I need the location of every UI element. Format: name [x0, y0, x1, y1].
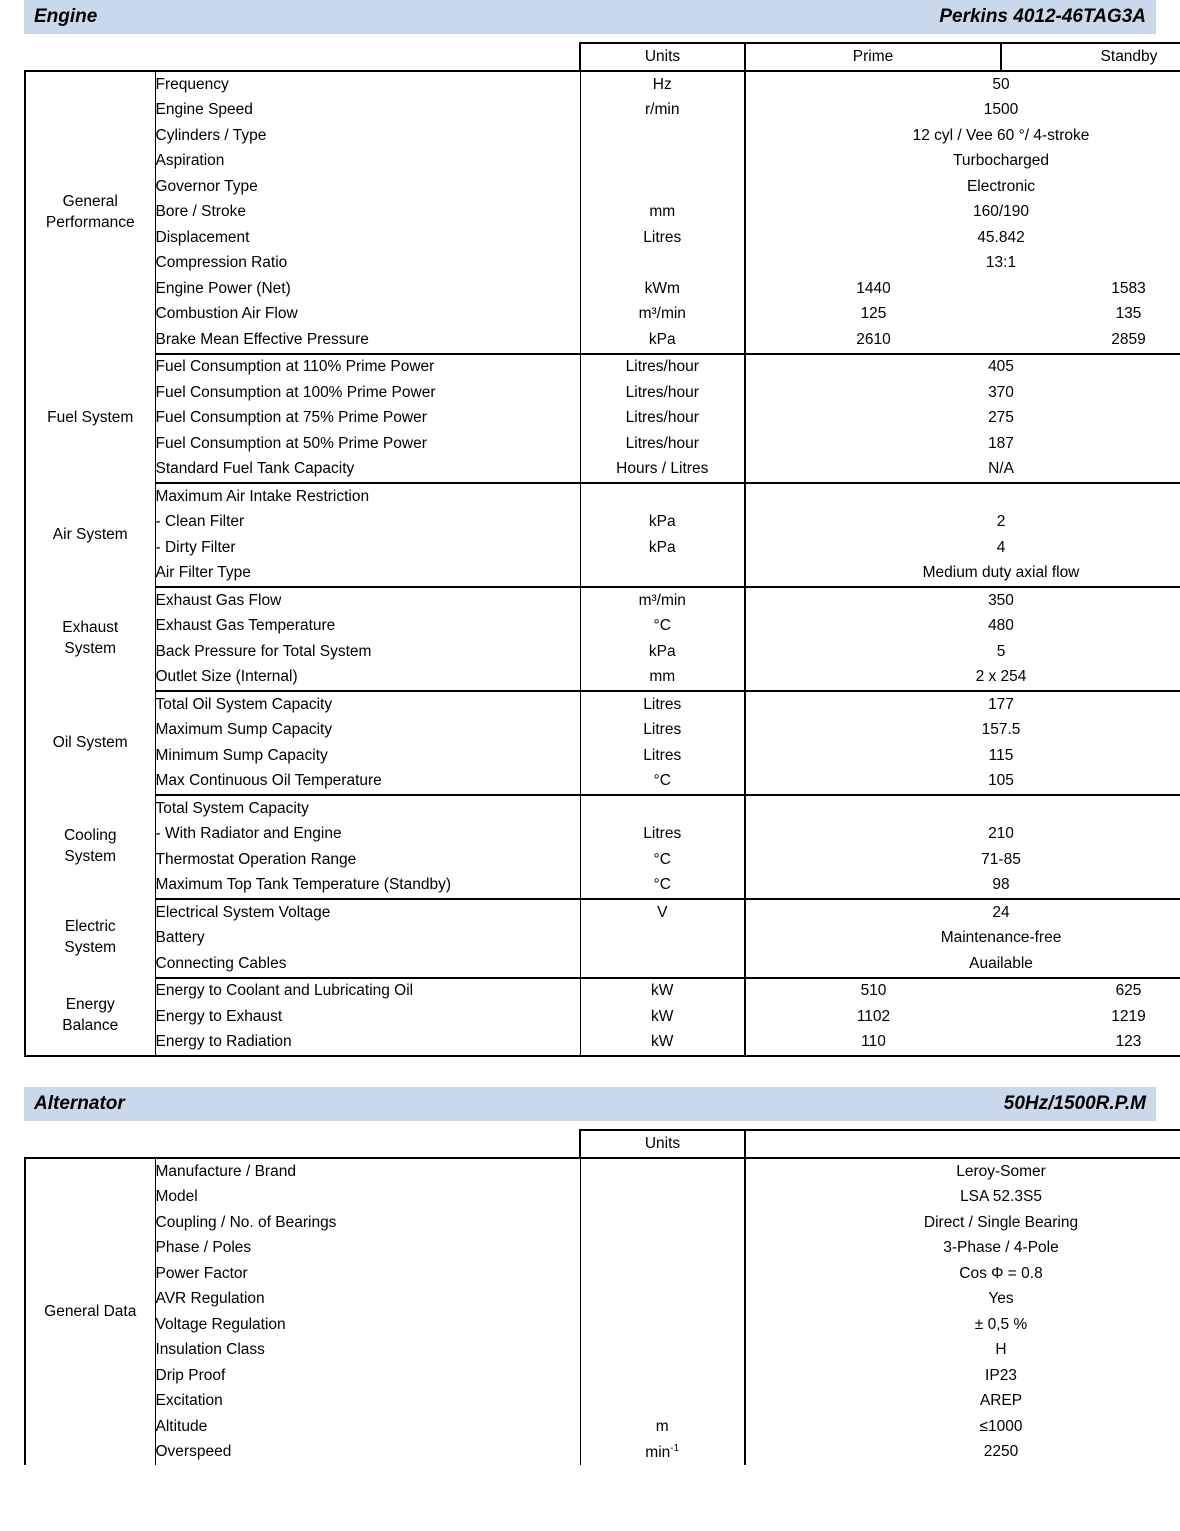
row-units: Litres	[580, 718, 745, 744]
table-row	[25, 691, 1180, 718]
engine-table-header-row	[25, 43, 1180, 71]
row-value-combined: 2	[745, 510, 1180, 536]
row-label: Manufacture / Brand	[155, 1158, 580, 1185]
row-label: Connecting Cables	[155, 951, 580, 978]
table-row	[25, 951, 1180, 978]
row-units: Litres/hour	[580, 380, 745, 406]
table-row	[25, 302, 1180, 328]
row-group-label: Oil System	[25, 691, 155, 795]
table-row	[25, 200, 1180, 226]
row-label: - Clean Filter	[155, 510, 580, 536]
row-label: Bore / Stroke	[155, 200, 580, 226]
row-value-combined: Maintenance-free	[745, 926, 1180, 952]
table-row	[25, 1389, 1180, 1415]
row-label: - Dirty Filter	[155, 535, 580, 561]
table-row	[25, 926, 1180, 952]
row-units: kWm	[580, 276, 745, 302]
table-row	[25, 1185, 1180, 1211]
row-label: Cylinders / Type	[155, 123, 580, 149]
row-label: Brake Mean Effective Pressure	[155, 327, 580, 354]
row-units: mm	[580, 200, 745, 226]
row-label: Altitude	[155, 1414, 580, 1440]
row-label: Fuel Consumption at 75% Prime Power	[155, 406, 580, 432]
table-row	[25, 406, 1180, 432]
header-blank-group	[25, 43, 155, 71]
row-value-combined: Auailable	[745, 951, 1180, 978]
table-row	[25, 1414, 1180, 1440]
row-units: °C	[580, 614, 745, 640]
header-blank-label	[155, 1130, 580, 1158]
table-row	[25, 174, 1180, 200]
row-value-combined: 98	[745, 873, 1180, 900]
table-row	[25, 1287, 1180, 1313]
row-label: Exhaust Gas Temperature	[155, 614, 580, 640]
row-label: Total System Capacity	[155, 795, 580, 822]
column-header-standby: Standby	[1001, 43, 1180, 71]
row-units: °C	[580, 769, 745, 796]
table-row	[25, 743, 1180, 769]
row-units	[580, 123, 745, 149]
row-value-prime: 510	[860, 982, 887, 1000]
alternator-table-header-row	[25, 1130, 1180, 1158]
table-row	[25, 123, 1180, 149]
row-units	[580, 1210, 745, 1236]
row-value-combined: 4	[745, 535, 1180, 561]
row-value-combined: 12 cyl / Vee 60 °/ 4-stroke	[745, 123, 1180, 149]
row-label: Aspiration	[155, 149, 580, 175]
row-units: Litres	[580, 691, 745, 718]
row-value-standby: 2859	[1001, 327, 1180, 354]
row-units: kPa	[580, 327, 745, 354]
row-value-combined: 480	[745, 614, 1180, 640]
row-label: Maximum Top Tank Temperature (Standby)	[155, 873, 580, 900]
row-value: Leroy-Somer	[745, 1158, 1180, 1185]
row-value-combined: 370	[745, 380, 1180, 406]
row-label: Energy to Coolant and Lubricating Oil	[155, 978, 580, 1005]
table-row	[25, 431, 1180, 457]
row-label: Fuel Consumption at 110% Prime Power	[155, 354, 580, 381]
row-label: Compression Ratio	[155, 251, 580, 277]
row-units: mm	[580, 665, 745, 692]
row-value-standby: 1219	[1001, 1004, 1180, 1030]
table-row	[25, 276, 1180, 302]
row-label: Displacement	[155, 225, 580, 251]
table-row	[25, 483, 1180, 510]
row-group-label: General Performance	[25, 71, 155, 354]
table-row	[25, 614, 1180, 640]
row-value: AREP	[745, 1389, 1180, 1415]
row-value-combined: Turbocharged	[745, 149, 1180, 175]
row-label: Governor Type	[155, 174, 580, 200]
row-label: Total Oil System Capacity	[155, 691, 580, 718]
row-value: 2250	[745, 1440, 1180, 1466]
row-label: Overspeed	[155, 1440, 580, 1466]
table-row	[25, 1261, 1180, 1287]
row-units: m³/min	[580, 587, 745, 614]
row-units	[580, 561, 745, 588]
row-value-standby: 135	[1001, 302, 1180, 328]
column-header-units: Units	[580, 1130, 745, 1158]
row-label: Energy to Radiation	[155, 1030, 580, 1057]
row-value-standby: 123	[1001, 1030, 1180, 1057]
row-value: ≤1000	[745, 1414, 1180, 1440]
table-row	[25, 225, 1180, 251]
row-value-combined	[745, 483, 1180, 510]
row-group-label: Air System	[25, 483, 155, 587]
row-group-label: Cooling System	[25, 795, 155, 899]
row-units: °C	[580, 847, 745, 873]
row-value-combined: N/A	[745, 457, 1180, 484]
row-value-combined: 24	[745, 899, 1180, 926]
column-header-value	[745, 1130, 1180, 1158]
row-units	[580, 483, 745, 510]
row-label: Voltage Regulation	[155, 1312, 580, 1338]
row-group-label: General Data	[25, 1158, 155, 1465]
row-value: IP23	[745, 1363, 1180, 1389]
row-units: Litres	[580, 822, 745, 848]
column-header-prime: Prime	[745, 43, 1001, 71]
row-value-combined: 45.842	[745, 225, 1180, 251]
row-value-prime: 1102	[856, 1007, 891, 1025]
row-value-combined: 13:1	[745, 251, 1180, 277]
row-value-combined: 71-85	[745, 847, 1180, 873]
row-label: Electrical System Voltage	[155, 899, 580, 926]
row-units	[580, 795, 745, 822]
row-value-prime: 125	[860, 305, 887, 323]
row-value-combined: 157.5	[745, 718, 1180, 744]
table-row	[25, 665, 1180, 692]
row-label: Outlet Size (Internal)	[155, 665, 580, 692]
table-row	[25, 822, 1180, 848]
row-label: Drip Proof	[155, 1363, 580, 1389]
row-label: Standard Fuel Tank Capacity	[155, 457, 580, 484]
row-units: Litres/hour	[580, 354, 745, 381]
row-units: kW	[580, 1004, 745, 1030]
table-row	[25, 978, 1180, 1005]
row-label: Air Filter Type	[155, 561, 580, 588]
row-units: m	[580, 1414, 745, 1440]
row-units	[580, 1287, 745, 1313]
table-row	[25, 510, 1180, 536]
table-row	[25, 1440, 1180, 1466]
table-row	[25, 873, 1180, 900]
table-row	[25, 380, 1180, 406]
row-units: Litres/hour	[580, 431, 745, 457]
row-label: Fuel Consumption at 50% Prime Power	[155, 431, 580, 457]
row-value-combined: 350	[745, 587, 1180, 614]
row-value-combined: 2 x 254	[745, 665, 1180, 692]
table-row	[25, 899, 1180, 926]
table-row	[25, 1236, 1180, 1262]
table-row	[25, 847, 1180, 873]
engine-model-label: Perkins 4012-46TAG3A	[939, 6, 1146, 27]
row-group-label: Electric System	[25, 899, 155, 978]
row-label: Combustion Air Flow	[155, 302, 580, 328]
row-label: Excitation	[155, 1389, 580, 1415]
table-row	[25, 1312, 1180, 1338]
row-units	[580, 1338, 745, 1364]
table-row	[25, 1030, 1180, 1057]
row-units: Litres	[580, 225, 745, 251]
row-label: Maximum Sump Capacity	[155, 718, 580, 744]
table-row	[25, 1338, 1180, 1364]
column-header-units: Units	[580, 43, 745, 71]
header-blank-label	[155, 43, 580, 71]
engine-section-header	[24, 0, 1156, 34]
alternator-section-title: Alternator	[34, 1093, 125, 1114]
row-units: kPa	[580, 639, 745, 665]
row-label: Phase / Poles	[155, 1236, 580, 1262]
table-row	[25, 718, 1180, 744]
row-value-prime: 110	[745, 1030, 1001, 1057]
row-label: - With Radiator and Engine	[155, 822, 580, 848]
table-row	[25, 149, 1180, 175]
row-value-combined: 105	[745, 769, 1180, 796]
row-label: Max Continuous Oil Temperature	[155, 769, 580, 796]
row-value-combined	[745, 795, 1180, 822]
table-row	[25, 535, 1180, 561]
row-units	[580, 1363, 745, 1389]
row-value-combined: 115	[745, 743, 1180, 769]
row-value: 3-Phase / 4-Pole	[745, 1236, 1180, 1262]
row-value-combined: 5	[745, 639, 1180, 665]
row-units: kW	[580, 1030, 745, 1057]
table-row	[25, 354, 1180, 381]
alternator-rating-label: 50Hz/1500R.P.M	[1003, 1093, 1146, 1114]
row-value-combined: 177	[745, 691, 1180, 718]
row-label: Fuel Consumption at 100% Prime Power	[155, 380, 580, 406]
row-units	[580, 149, 745, 175]
row-units: r/min	[580, 98, 745, 124]
engine-spec-table	[24, 42, 1180, 1057]
table-row	[25, 1210, 1180, 1236]
row-units: °C	[580, 873, 745, 900]
row-value: Yes	[745, 1287, 1180, 1313]
table-row	[25, 1363, 1180, 1389]
alternator-section-header	[24, 1087, 1156, 1121]
row-group-label: Energy Balance	[25, 978, 155, 1057]
row-label: Power Factor	[155, 1261, 580, 1287]
row-label: Minimum Sump Capacity	[155, 743, 580, 769]
row-label: AVR Regulation	[155, 1287, 580, 1313]
row-label: Coupling / No. of Bearings	[155, 1210, 580, 1236]
row-units	[580, 926, 745, 952]
table-row	[25, 71, 1180, 98]
table-row	[25, 1158, 1180, 1185]
row-value: Direct / Single Bearing	[745, 1210, 1180, 1236]
row-units: m³/min	[580, 302, 745, 328]
row-group-label: Exhaust System	[25, 587, 155, 691]
row-label: Insulation Class	[155, 1338, 580, 1364]
row-units	[580, 174, 745, 200]
row-group-label: Fuel System	[25, 354, 155, 484]
row-label: Engine Power (Net)	[155, 276, 580, 302]
row-value: ± 0,5 %	[745, 1312, 1180, 1338]
row-value-combined: 405	[745, 354, 1180, 381]
row-units: $\min^{-1}$	[580, 1440, 745, 1466]
alternator-spec-table	[24, 1129, 1180, 1465]
engine-section-title: Engine	[34, 6, 98, 27]
table-row	[25, 327, 1180, 354]
row-label: Thermostat Operation Range	[155, 847, 580, 873]
row-units: V	[580, 899, 745, 926]
row-value-combined: Electronic	[745, 174, 1180, 200]
row-value-combined: 187	[745, 431, 1180, 457]
row-value-prime: 2610	[745, 327, 1001, 354]
row-value-combined: Medium duty axial flow	[745, 561, 1180, 588]
row-units	[580, 1236, 745, 1262]
row-label: Model	[155, 1185, 580, 1211]
row-units: Hours / Litres	[580, 457, 745, 484]
table-row	[25, 639, 1180, 665]
row-label: Maximum Air Intake Restriction	[155, 483, 580, 510]
row-units	[580, 1389, 745, 1415]
table-row	[25, 98, 1180, 124]
row-label: Exhaust Gas Flow	[155, 587, 580, 614]
row-units	[580, 251, 745, 277]
row-units	[580, 1185, 745, 1211]
row-units: kPa	[580, 535, 745, 561]
row-units: Litres	[580, 743, 745, 769]
row-value-standby: 625	[1001, 978, 1180, 1005]
row-units	[580, 1261, 745, 1287]
table-row	[25, 795, 1180, 822]
row-label: Battery	[155, 926, 580, 952]
row-label: Back Pressure for Total System	[155, 639, 580, 665]
row-value-combined: 275	[745, 406, 1180, 432]
row-value: Cos Φ = 0.8	[745, 1261, 1180, 1287]
row-units: Hz	[580, 71, 745, 98]
table-row	[25, 587, 1180, 614]
row-value-combined: 210	[745, 822, 1180, 848]
row-value-combined: 50	[745, 71, 1180, 98]
row-value-combined: 160/190	[745, 200, 1180, 226]
table-row	[25, 457, 1180, 484]
table-row	[25, 1004, 1180, 1030]
row-units	[580, 1312, 745, 1338]
row-units: kW	[580, 978, 745, 1005]
row-label: Engine Speed	[155, 98, 580, 124]
row-units: Litres/hour	[580, 406, 745, 432]
row-label: Energy to Exhaust	[155, 1004, 580, 1030]
row-value-prime: 1440	[856, 279, 891, 297]
row-value: LSA 52.3S5	[745, 1185, 1180, 1211]
row-label: Frequency	[155, 71, 580, 98]
row-units	[580, 1158, 745, 1185]
row-value-standby: 1583	[1001, 276, 1180, 302]
table-row	[25, 251, 1180, 277]
table-row	[25, 561, 1180, 588]
row-value: H	[745, 1338, 1180, 1364]
row-units	[580, 951, 745, 978]
header-blank-group	[25, 1130, 155, 1158]
row-units: kPa	[580, 510, 745, 536]
row-value-combined: 1500	[745, 98, 1180, 124]
table-row	[25, 769, 1180, 796]
